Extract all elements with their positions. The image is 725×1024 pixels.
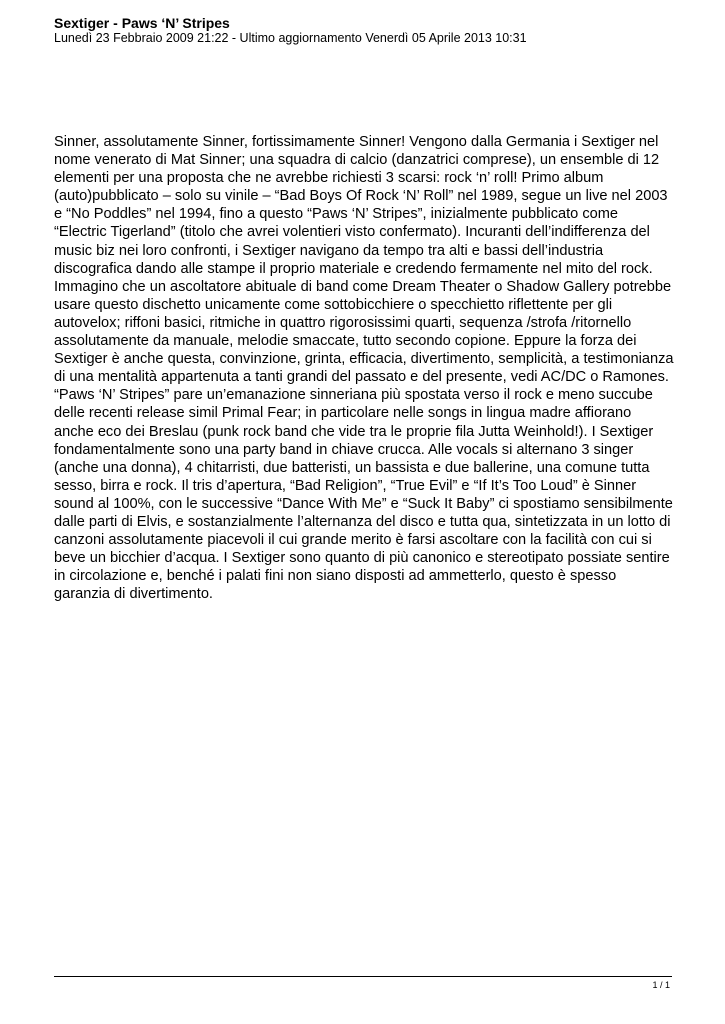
article-line: “Electric Tigerland” (titolo che avrei volentieri visto confermato). Incuranti dell’indifferenza del — [54, 224, 650, 241]
article-line: anche eco dei Breslau (punk rock band che vide tra le proprie fila Jutta Weinhold!). I Sextiger — [54, 423, 654, 440]
article-line: assolutamente da manuale, melodie smaccate, tutto secondo copione. Eppure la forza dei — [54, 333, 637, 350]
article-line: Sinner, assolutamente Sinner, fortissimamente Sinner! Vengono dalla Germania i Sextiger nel — [54, 134, 659, 150]
article-line: nome venerato di Mat Sinner; una squadra di calcio (danzatrici comprese), un ensemble di 12 — [54, 152, 660, 169]
article-line: dalle parti di Elvis, e sostanzialmente l’alternanza del disco e tutta qua, sintetizzata in un lotto di — [54, 513, 671, 530]
article-line: sesso, birra e rock. Il tris d’apertura, “Bad Religion”, “True Evil” e “If It’s Too Loud” è Sinner — [54, 477, 637, 494]
article-line: Sextiger è anche questa, convinzione, grinta, efficacia, divertimento, semplicità, a testimonianza — [54, 351, 674, 368]
article-line: “Paws ‘N’ Stripes” pare un’emanazione sinneriana più spostata verso il rock e meno succube — [54, 387, 653, 404]
article-line: garanzia di divertimento. — [54, 586, 213, 603]
article-line: music biz nei loro confronti, i Sextiger navigano da tempo tra alti e bassi dell’industria — [54, 242, 604, 259]
article-line: autovelox; riffoni basici, ritmiche in quattro rigorosissimi quarti, sequenza /strofa /ritornello — [54, 314, 632, 331]
article-line: in circolazione e, benché i palati fini non siano disposti ad ammetterlo, questo è spesso — [54, 568, 617, 585]
article-line: e “No Poddles” nel 1994, fino a questo “Paws ‘N’ Stripes”, inizialmente pubblicato come — [54, 206, 619, 223]
footer-divider — [54, 976, 672, 977]
article-line: di una mentalità appartenuta a tanti grandi del passato e del presente, vedi AC/DC o Ramones. — [54, 369, 669, 386]
article-line: canzoni assolutamente piacevoli il cui grande merito è farsi ascoltare con la facilità con cui si — [54, 532, 652, 549]
article-line: fondamentalmente sono una party band in chiave crucca. Alle vocals si alternano 3 singer — [54, 441, 634, 458]
page-header — [54, 15, 674, 46]
article-line: beve un bicchier d’acqua. I Sextiger sono quanto di più canonico e stereotipato possiate sentire — [54, 550, 670, 567]
article-line: delle recenti release simil Primal Fear; in particolare nelle songs in lingua madre affiorano — [54, 405, 632, 422]
page-title: Sextiger - Paws ‘N’ Stripes — [54, 15, 230, 31]
article-body — [54, 133, 676, 603]
article-line: usare questo dischetto unicamente come sottobicchiere o specchietto riflettente per gli — [54, 296, 613, 313]
article-line: Immagino che un ascoltatore abituale di band come Dream Theater o Shadow Gallery potrebbe — [54, 278, 672, 295]
page-number: 1 / 1 — [652, 980, 670, 990]
article-line: (auto)pubblicato – solo su vinile – “Bad Boys Of Rock ‘N’ Roll” nel 1989, segue un live nel 2003 — [54, 188, 668, 205]
article-line: sound al 100%, con le successive “Dance With Me” e “Suck It Baby” ci spostiamo sensibilmente — [54, 495, 673, 512]
article-line: discografica dando alle stampe il proprio materiale e credendo fermamente nel mito del rock. — [54, 260, 653, 277]
article-line: (anche una donna), 4 chitarristi, due batteristi, un bassista e due ballerine, una comune tutta — [54, 459, 650, 476]
publication-dates: Lunedì 23 Febbraio 2009 21:22 - Ultimo aggiornamento Venerdì 05 Aprile 2013 10:31 — [54, 31, 527, 45]
article-line: elementi per una proposta che ne avrebbe richiesti 3 scarsi: rock ‘n’ roll! Primo album — [54, 170, 604, 187]
